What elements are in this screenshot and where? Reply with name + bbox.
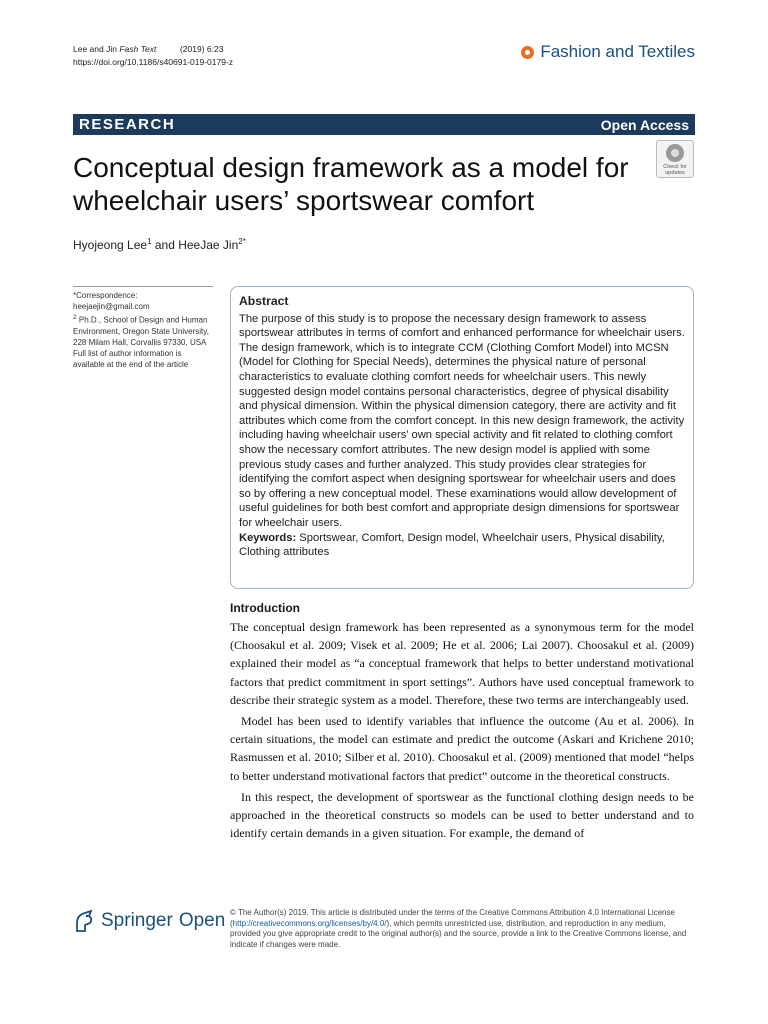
correspondence-label: *Correspondence: bbox=[73, 291, 138, 300]
license-text-a: © The Author(s) 2019. This article is distributed under the terms of the Creative Commons Attribution 4.0 International License ( bbox=[230, 908, 675, 928]
correspondence-email[interactable]: heejaejin@gmail.com bbox=[73, 302, 150, 311]
journal-name: Fashion and Textiles bbox=[540, 42, 695, 61]
journal-logo-icon bbox=[521, 46, 534, 59]
license-link[interactable]: http://creativecommons.org/licenses/by/4.0/ bbox=[232, 918, 387, 928]
affil-sup: 2 bbox=[73, 314, 77, 321]
abstract-text: The purpose of this study is to propose the necessary design framework to assess sportswear attributes in terms of comfort and enhanced performance for wheelchair users. The design framework, which is to integrate CCM (Clothing Comfort Model) into MCSN (Model for Clothing for Special Needs), determines the physical nature of personal characteristics to evaluate clothing comfort needs for wheelchair users. This newly suggested design model contains personal characteristics, degree of physical disability and physical dimension. Within the physical dimension category, there are activity and fit attributes which come from the comfort concept. In this new design framework, the activity including having wheelchair users’ own special activity and fit related to clothing comfort show the necessary comfort attributes. The new design model is applied with some previous study cases and further analyzed. This study provides clear strategies for identifying the comfort aspect when designing sportswear for wheelchair users and does so by offering a new conceptual model. These examinations would allow development of useful guidelines for both best comfort and appropriate design dimensions for sportswear for wheelchair users. bbox=[239, 312, 685, 529]
abstract-heading: Abstract bbox=[239, 294, 289, 308]
introduction-body bbox=[230, 618, 694, 845]
author-list bbox=[73, 237, 246, 252]
check-for-updates-badge[interactable] bbox=[656, 140, 694, 178]
author-2-affil: 2* bbox=[238, 237, 246, 246]
abstract-box bbox=[230, 286, 694, 589]
check-updates-icon bbox=[666, 144, 684, 162]
journal-brand bbox=[521, 42, 695, 62]
section-label: RESEARCH bbox=[79, 116, 176, 133]
citation-year: (2019) 6:23 bbox=[156, 44, 224, 54]
open-word: Open bbox=[178, 910, 226, 931]
springer-open-logo bbox=[73, 909, 225, 933]
citation-journal: Fash Text bbox=[119, 44, 157, 54]
correspondence-sidebar bbox=[73, 286, 213, 370]
license-footer bbox=[230, 908, 694, 950]
springer-horse-icon bbox=[73, 909, 95, 933]
badge-line2: updates bbox=[665, 170, 685, 176]
author-2: and HeeJae Jin bbox=[151, 238, 239, 252]
doi-link[interactable]: https://doi.org/10.1186/s40691-019-0179-z bbox=[73, 57, 234, 67]
keywords bbox=[239, 531, 685, 560]
intro-paragraph-1: The conceptual design framework has been represented as a synonymous term for the model (Choosakul et al. 2009; Visek et al. 2009; He et al. 2006; Lai 2007). Choosakul et al. (2009) explained their model as “a conceptual framework that helps to better understand motivational factors that predict commitment in sport settings”. Authors have used conceptual framework to describe their strategic system as a model. Therefore, these two terms are interchangeably used. bbox=[230, 620, 694, 707]
author-1: Hyojeong Lee bbox=[73, 238, 148, 252]
citation bbox=[73, 43, 233, 69]
springer-word: Springer bbox=[101, 910, 173, 931]
author-1-affil: 1 bbox=[147, 237, 152, 246]
intro-paragraph-2: Model has been used to identify variables that influence the outcome (Au et al. 2006). In certain situations, the model can estimate and predict the outcome (Askari and Krichene 2010; Rasmussen et al. 2010; Silber et al. 2010). Choosakul et al. (2009) mentioned that model “helps to better understand motivational factors that predict” outcome in the theoretical constructs. bbox=[230, 714, 694, 783]
section-banner bbox=[73, 114, 695, 135]
citation-authors: Lee and Jin bbox=[73, 44, 120, 54]
open-access-label: Open Access bbox=[600, 116, 689, 133]
badge-line1: Check for bbox=[663, 164, 687, 170]
author-info-note: Full list of author information is available at the end of the article bbox=[73, 348, 189, 369]
keywords-list: Sportswear, Comfort, Design model, Wheelchair users, Physical disability, Clothing attributes bbox=[239, 531, 665, 559]
intro-paragraph-3: In this respect, the development of sportswear as the functional clothing design needs to be approached in the theoretical constructs so models can be used to better understand and to identify certain demands in a given situation. For example, the demand of bbox=[230, 789, 694, 841]
license-text-b: ), which permits unrestricted use, distribution, and reproduction in any medium, provided you give appropriate credit to the original author(s) and the source, provide a link to the Creative Commons license, and indicate if changes were made. bbox=[230, 918, 687, 949]
keywords-label: Keywords: bbox=[239, 531, 297, 544]
introduction-heading: Introduction bbox=[230, 601, 300, 615]
article-title: Conceptual design framework as a model for wheelchair users’ sportswear comfort bbox=[73, 152, 629, 216]
affiliation: Ph.D., School of Design and Human Environment, Oregon State University, 228 Milam Hall, Corvallis 97330, USA bbox=[73, 315, 209, 347]
